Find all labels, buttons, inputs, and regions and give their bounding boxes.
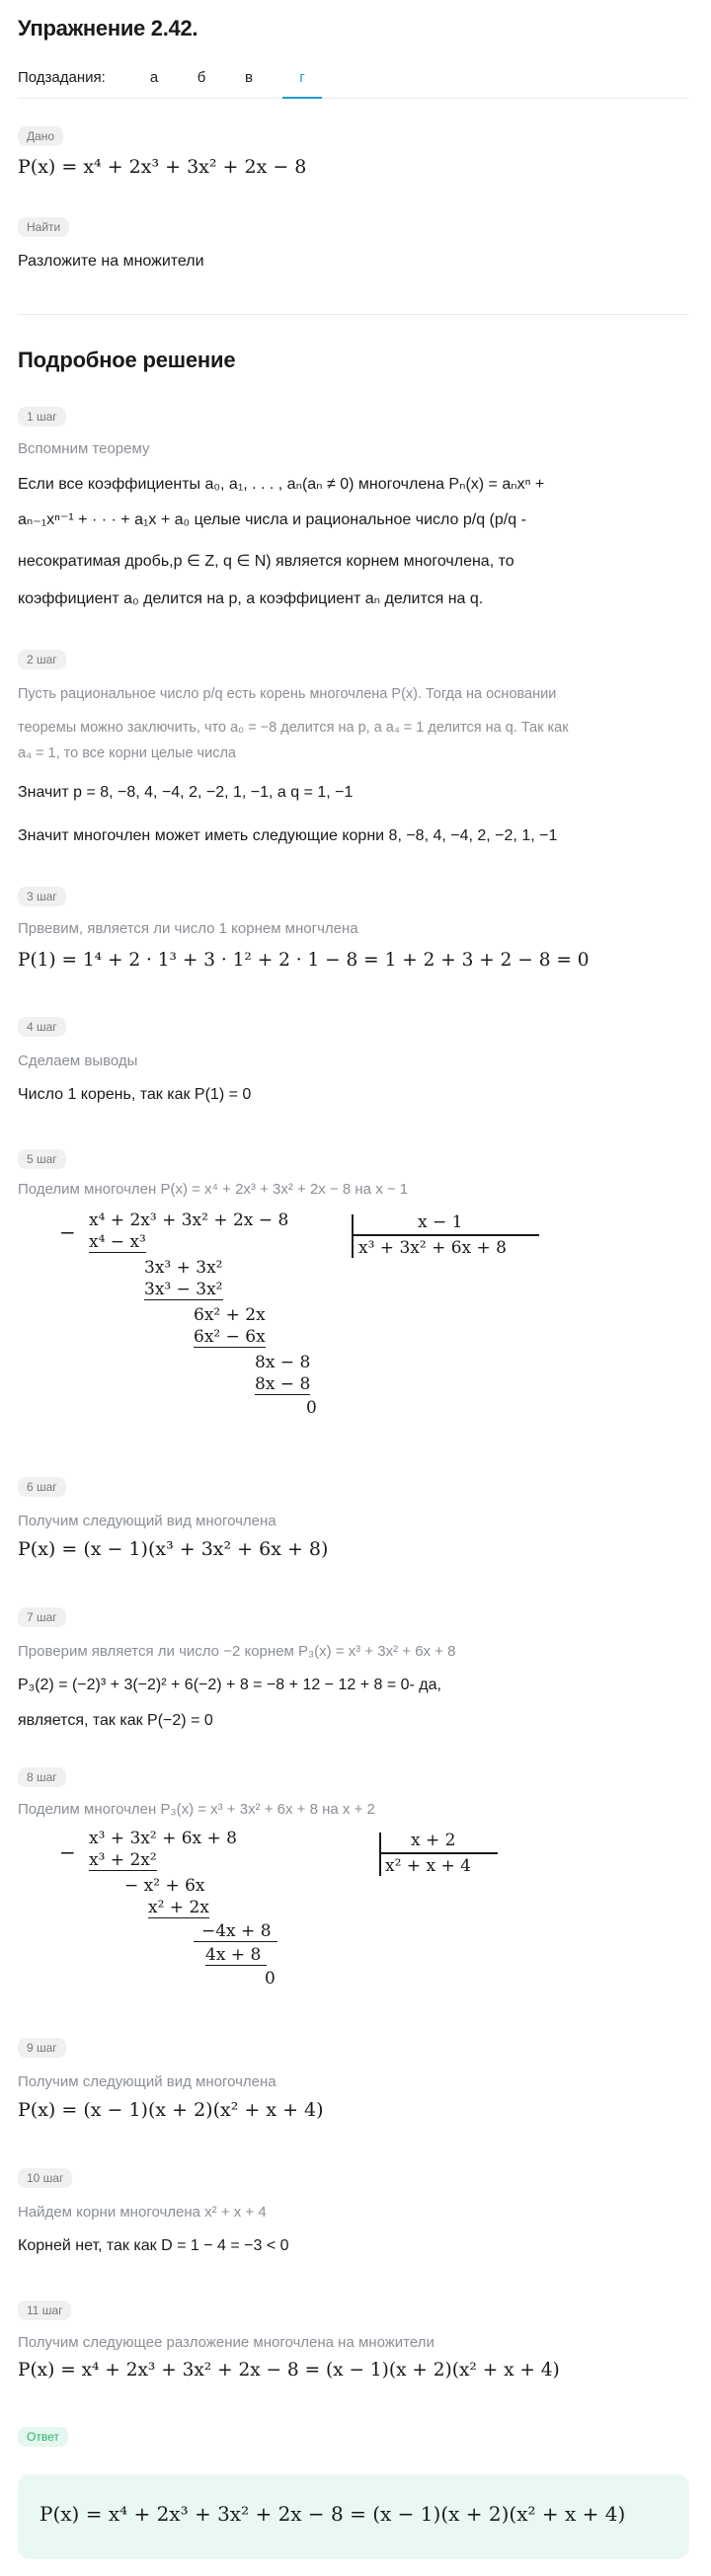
division-row: 6x² + 2x <box>194 1305 266 1325</box>
division-bar <box>352 1214 354 1258</box>
find-text: Разложите на множители <box>18 253 204 270</box>
step-11-badge: 11 шаг <box>18 2301 71 2320</box>
step-6-formula: P(x) = (x − 1)(x³ + 3x² + 6x + 8) <box>18 1538 329 1560</box>
division-row: x² + 2x <box>148 1898 209 1917</box>
subtasks-label: Подзадания: <box>18 69 106 86</box>
step-11-caption: Получим следующее разложение многочлена на множители <box>18 2334 434 2351</box>
division-bar <box>379 1833 381 1876</box>
step-4-text: Число 1 корень, так как P(1) = 0 <box>18 1086 252 1103</box>
division-row: 3x³ + 3x² <box>144 1258 223 1278</box>
division-row: 4x + 8 <box>205 1945 267 1966</box>
step-10-caption: Найдем корни многочлена x² + x + 4 <box>18 2204 267 2221</box>
answer-formula: P(x) = x⁴ + 2x³ + 3x² + 2x − 8 = (x − 1)(x + 2)(x² + x + 4) <box>40 2502 626 2526</box>
division-dividend: x³ + 3x² + 6x + 8 <box>89 1829 237 1848</box>
step-11-formula: P(x) = x⁴ + 2x³ + 3x² + 2x − 8 = (x − 1)(x + 2)(x² + x + 4) <box>18 2360 560 2381</box>
step-8-badge: 8 шаг <box>18 1767 66 1787</box>
step-1-line-2: aₙ₋₁xⁿ⁻¹ + · · · + a₁x + a₀ целые числа и рациональное число p/q (p/q - <box>18 511 526 528</box>
division-row: 8x − 8 <box>255 1374 311 1394</box>
division-row: 0 <box>265 1969 276 1989</box>
given-badge: Дано <box>18 126 63 146</box>
tab-v[interactable]: в <box>245 69 253 86</box>
division-quotient: x³ + 3x² + 6x + 8 <box>358 1238 507 1258</box>
step-7-caption: Проверим является ли число −2 корнем P₃(x) = x³ + 3x² + 6x + 8 <box>18 1643 456 1660</box>
step-2-line-1: Значит p = 8, −8, 4, −4, 2, −2, 1, −1, а q = 1, −1 <box>18 784 354 801</box>
division-minus: − <box>59 1840 76 1864</box>
given-formula: P(x) = x⁴ + 2x³ + 3x² + 2x − 8 <box>18 156 307 178</box>
step-1-line-4: коэффициент a₀ делится на p, а коэффициент aₙ делится на q. <box>18 590 484 607</box>
division-row: −4x + 8 <box>194 1921 277 1942</box>
find-badge: Найти <box>18 217 69 237</box>
step-2-caption-3: a₄ = 1, то все корни целые числа <box>18 745 236 761</box>
division-bar <box>352 1234 539 1236</box>
step-3-caption: Првевим, является ли число 1 корнем многчлена <box>18 920 358 937</box>
step-8-division <box>18 1825 689 2012</box>
step-1-badge: 1 шаг <box>18 407 66 427</box>
division-bar <box>379 1852 498 1854</box>
step-5-badge: 5 шаг <box>18 1149 66 1169</box>
step-7-line-1: P₃(2) = (−2)³ + 3(−2)² + 6(−2) + 8 = −8 + 12 − 12 + 8 = 0- да, <box>18 1677 441 1693</box>
step-3-badge: 3 шаг <box>18 887 66 906</box>
division-quotient: x² + x + 4 <box>385 1856 471 1876</box>
division-row: − x² + 6x <box>124 1876 205 1896</box>
division-row: x³ + 2x² <box>89 1850 157 1870</box>
subtasks-bar <box>18 65 689 99</box>
step-9-caption: Получим следующий вид многочлена <box>18 2073 276 2090</box>
step-1-line-3: несократимая дробь,p ∈ Z, q ∈ N) является корнем многочлена, то <box>18 553 514 570</box>
step-9-formula: P(x) = (x − 1)(x + 2)(x² + x + 4) <box>18 2099 324 2121</box>
tab-b[interactable]: б <box>197 69 206 86</box>
division-divisor: x + 2 <box>411 1831 456 1850</box>
division-row: x⁴ − x³ <box>89 1232 146 1252</box>
division-divisor: x − 1 <box>418 1212 463 1232</box>
step-1-line-1: Если все коэффициенты a₀, a₁, . . . , aₙ(aₙ ≠ 0) многочлена Pₙ(x) = aₙxⁿ + <box>18 476 545 493</box>
step-3-formula: P(1) = 1⁴ + 2 · 1³ + 3 · 1² + 2 · 1 − 8 = 1 + 2 + 3 + 2 − 8 = 0 <box>18 950 590 971</box>
division-row: 8x − 8 <box>255 1353 311 1372</box>
divider <box>18 314 689 315</box>
step-9-badge: 9 шаг <box>18 2038 66 2058</box>
division-row: 0 <box>306 1398 317 1418</box>
answer-box <box>18 2474 689 2559</box>
step-2-badge: 2 шаг <box>18 650 66 669</box>
step-7-line-2: является, так как P(−2) = 0 <box>18 1712 213 1729</box>
step-8-caption: Поделим многочлен P₃(x) = x³ + 3x² + 6x + 8 на x + 2 <box>18 1801 375 1818</box>
step-5-caption: Поделим многочлен P(x) = x⁴ + 2x³ + 3x² + 2x − 8 на x − 1 <box>18 1181 409 1198</box>
solution-title: Подробное решение <box>18 348 236 372</box>
step-10-text: Корней нет, так как D = 1 − 4 = −3 < 0 <box>18 2237 289 2254</box>
tab-a[interactable]: а <box>149 69 159 86</box>
step-5-division <box>18 1207 689 1444</box>
answer-badge: Ответ <box>18 2427 68 2447</box>
step-4-caption: Сделаем выводы <box>18 1053 138 1069</box>
step-7-badge: 7 шаг <box>18 1607 66 1627</box>
page-title: Упражнение 2.42. <box>18 16 198 40</box>
division-minus: − <box>59 1220 76 1244</box>
step-2-caption-2: теоремы можно заключить, что a₀ = −8 делится на p, а a₄ = 1 делится на q. Так как <box>18 720 569 736</box>
step-2-line-2: Значит многочлен может иметь следующие корни 8, −8, 4, −4, 2, −2, 1, −1 <box>18 827 558 844</box>
step-2-caption-1: Пусть рациональное число p/q есть корень многочлена P(x). Тогда на основании <box>18 686 557 702</box>
step-6-badge: 6 шаг <box>18 1477 66 1497</box>
step-1-caption: Вспомним теорему <box>18 440 150 457</box>
tab-g[interactable]: г <box>282 69 322 99</box>
step-6-caption: Получим следующий вид многочлена <box>18 1513 276 1529</box>
division-dividend: x⁴ + 2x³ + 3x² + 2x − 8 <box>89 1210 289 1230</box>
step-10-badge: 10 шаг <box>18 2168 72 2188</box>
step-4-badge: 4 шаг <box>18 1017 66 1037</box>
division-row: 3x³ − 3x² <box>144 1280 223 1299</box>
division-row: 6x² − 6x <box>194 1327 266 1347</box>
